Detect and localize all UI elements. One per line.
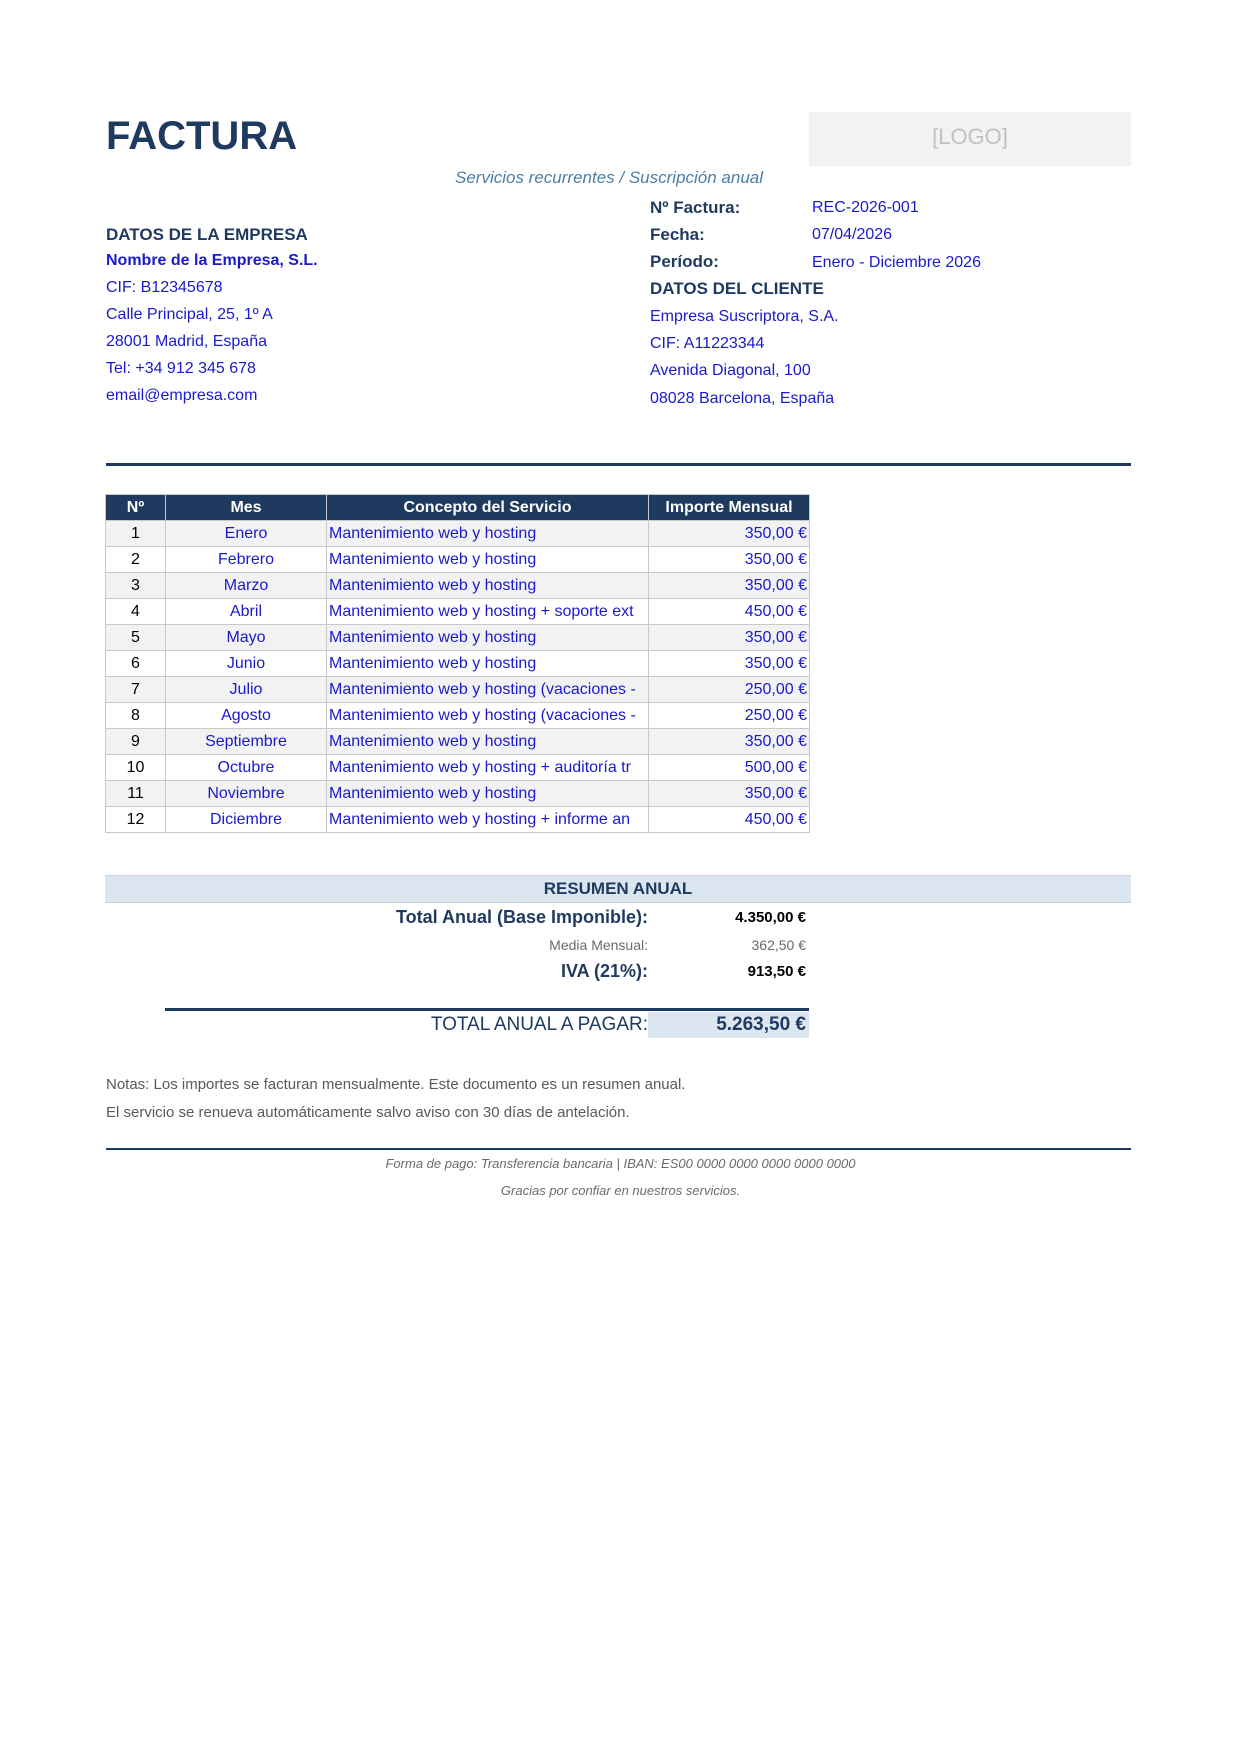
table-row xyxy=(106,521,810,547)
row-amount: 350,00 € xyxy=(649,573,810,599)
row-month: Abril xyxy=(166,599,327,625)
row-concept: Mantenimiento web y hosting xyxy=(327,729,649,755)
client-city: 08028 Barcelona, España xyxy=(650,390,835,407)
row-amount: 450,00 € xyxy=(649,807,810,833)
row-month: Diciembre xyxy=(166,807,327,833)
payment-method: Forma de pago: Transferencia bancaria | IBAN: ES00 0000 0000 0000 0000 0000 xyxy=(385,1156,856,1171)
company-city: 28001 Madrid, España xyxy=(106,333,267,350)
header-divider xyxy=(106,463,1131,466)
notes-line-1: Notas: Los importes se facturan mensualmente. Este documento es un resumen anual. xyxy=(106,1076,686,1093)
summary-heading: RESUMEN ANUAL xyxy=(105,875,1131,903)
col-header-number: Nº xyxy=(106,495,166,521)
table-row xyxy=(106,729,810,755)
row-number: 8 xyxy=(106,703,166,729)
invoice-date-label: Fecha: xyxy=(650,225,705,244)
row-concept: Mantenimiento web y hosting xyxy=(327,651,649,677)
table-row xyxy=(106,651,810,677)
table-row xyxy=(106,807,810,833)
invoice-period-label: Período: xyxy=(650,252,719,271)
thanks-message: Gracias por confiar en nuestros servicios. xyxy=(500,1183,741,1198)
row-number: 4 xyxy=(106,599,166,625)
company-cif: CIF: B12345678 xyxy=(106,279,223,296)
invoice-period: Enero - Diciembre 2026 xyxy=(812,254,981,271)
row-concept: Mantenimiento web y hosting (vacaciones - xyxy=(327,677,649,703)
row-amount: 350,00 € xyxy=(649,625,810,651)
logo-placeholder: [LOGO] xyxy=(809,112,1131,166)
table-row xyxy=(106,599,810,625)
row-month: Agosto xyxy=(166,703,327,729)
monthly-average-value: 362,50 € xyxy=(751,937,806,953)
iva-value: 913,50 € xyxy=(747,963,806,980)
company-name: Nombre de la Empresa, S.L. xyxy=(106,252,318,269)
table-row xyxy=(106,547,810,573)
row-amount: 350,00 € xyxy=(649,651,810,677)
invoice-number: REC-2026-001 xyxy=(812,199,919,216)
company-email: email@empresa.com xyxy=(106,387,258,404)
row-number: 3 xyxy=(106,573,166,599)
notes-line-2: El servicio se renueva automáticamente salvo aviso con 30 días de antelación. xyxy=(106,1104,630,1121)
client-cif: CIF: A11223344 xyxy=(650,335,765,352)
row-number: 12 xyxy=(106,807,166,833)
row-number: 11 xyxy=(106,781,166,807)
col-header-concept: Concepto del Servicio xyxy=(327,495,649,521)
row-amount: 500,00 € xyxy=(649,755,810,781)
client-address: Avenida Diagonal, 100 xyxy=(650,362,811,379)
row-month: Septiembre xyxy=(166,729,327,755)
row-amount: 250,00 € xyxy=(649,677,810,703)
row-amount: 350,00 € xyxy=(649,547,810,573)
row-amount: 350,00 € xyxy=(649,781,810,807)
row-number: 6 xyxy=(106,651,166,677)
items-table xyxy=(105,494,810,833)
company-address: Calle Principal, 25, 1º A xyxy=(106,306,273,323)
row-amount: 350,00 € xyxy=(649,521,810,547)
row-concept: Mantenimiento web y hosting xyxy=(327,521,649,547)
invoice-date: 07/04/2026 xyxy=(812,226,893,243)
table-row xyxy=(106,703,810,729)
row-concept: Mantenimiento web y hosting xyxy=(327,781,649,807)
row-amount: 250,00 € xyxy=(649,703,810,729)
monthly-average-label: Media Mensual: xyxy=(549,937,648,953)
company-phone: Tel: +34 912 345 678 xyxy=(106,360,256,377)
base-total-value: 4.350,00 € xyxy=(735,909,806,926)
col-header-month: Mes xyxy=(166,495,327,521)
table-row xyxy=(106,625,810,651)
iva-label: IVA (21%): xyxy=(560,961,648,981)
row-concept: Mantenimiento web y hosting xyxy=(327,547,649,573)
row-concept: Mantenimiento web y hosting xyxy=(327,625,649,651)
row-month: Octubre xyxy=(166,755,327,781)
row-concept: Mantenimiento web y hosting + soporte ext xyxy=(327,599,649,625)
total-annual-value: 5.263,50 € xyxy=(716,1014,806,1035)
row-number: 9 xyxy=(106,729,166,755)
client-name: Empresa Suscriptora, S.A. xyxy=(650,308,839,325)
row-month: Julio xyxy=(166,677,327,703)
row-concept: Mantenimiento web y hosting xyxy=(327,573,649,599)
table-row xyxy=(106,755,810,781)
row-amount: 450,00 € xyxy=(649,599,810,625)
row-month: Mayo xyxy=(166,625,327,651)
footer-divider xyxy=(106,1148,1131,1150)
table-row xyxy=(106,781,810,807)
row-month: Febrero xyxy=(166,547,327,573)
client-heading: DATOS DEL CLIENTE xyxy=(650,279,824,298)
row-number: 7 xyxy=(106,677,166,703)
total-annual-label: TOTAL ANUAL A PAGAR: xyxy=(430,1014,648,1035)
row-month: Marzo xyxy=(166,573,327,599)
row-month: Enero xyxy=(166,521,327,547)
table-row xyxy=(106,573,810,599)
invoice-subtitle: Servicios recurrentes / Suscripción anual xyxy=(455,168,764,187)
row-amount: 350,00 € xyxy=(649,729,810,755)
base-total-label: Total Anual (Base Imponible): xyxy=(395,907,648,927)
invoice-number-label: Nº Factura: xyxy=(650,198,741,217)
row-concept: Mantenimiento web y hosting + auditoría tr xyxy=(327,755,649,781)
col-header-amount: Importe Mensual xyxy=(649,495,810,521)
table-row xyxy=(106,677,810,703)
row-month: Noviembre xyxy=(166,781,327,807)
row-month: Junio xyxy=(166,651,327,677)
row-number: 2 xyxy=(106,547,166,573)
row-concept: Mantenimiento web y hosting + informe an xyxy=(327,807,649,833)
row-number: 1 xyxy=(106,521,166,547)
invoice-title: FACTURA xyxy=(106,114,298,158)
total-divider xyxy=(165,1008,809,1011)
company-heading: DATOS DE LA EMPRESA xyxy=(106,225,308,244)
row-number: 5 xyxy=(106,625,166,651)
row-number: 10 xyxy=(106,755,166,781)
table-header-row xyxy=(106,495,810,521)
row-concept: Mantenimiento web y hosting (vacaciones - xyxy=(327,703,649,729)
